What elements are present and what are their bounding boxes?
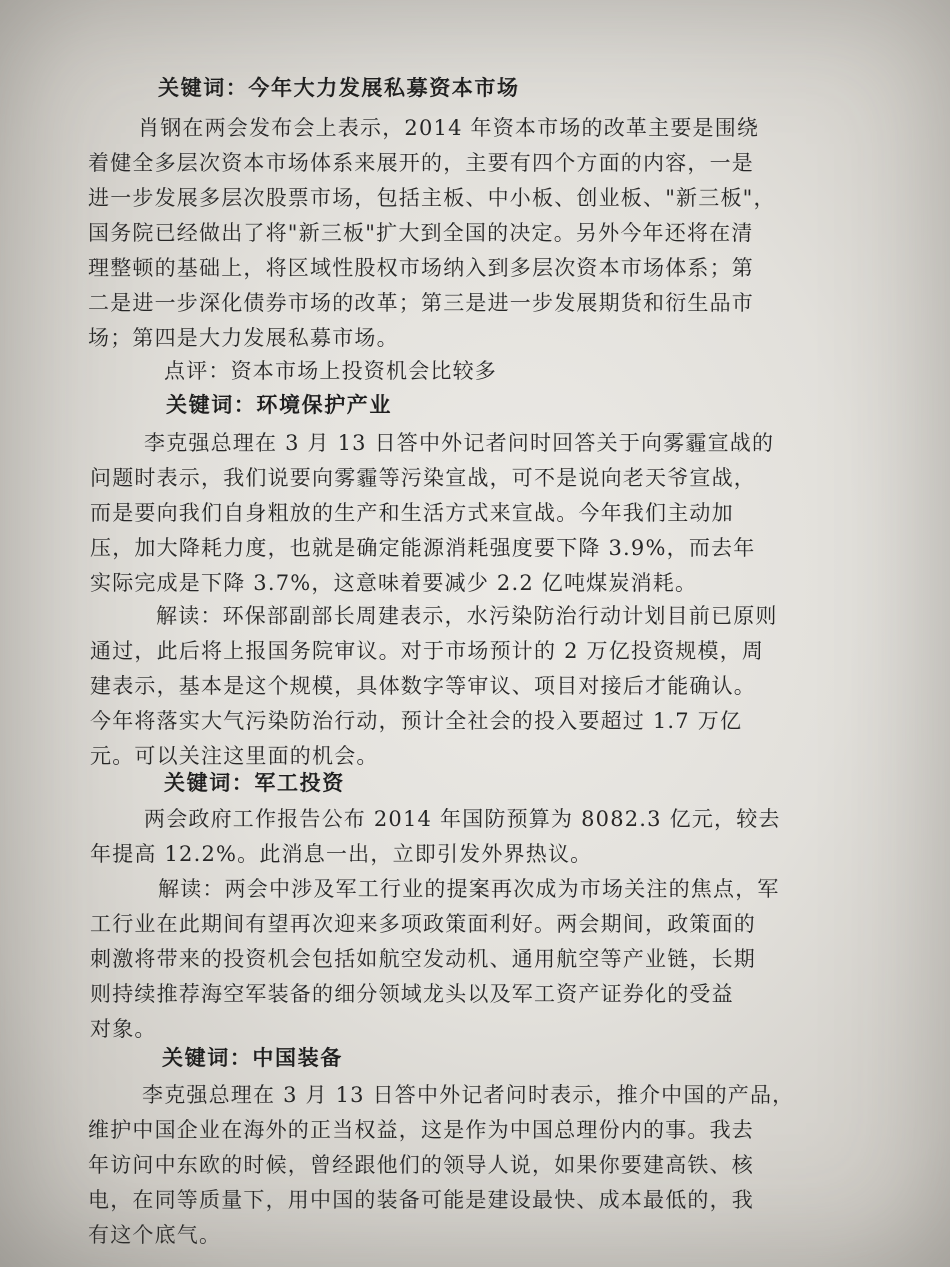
paragraph-line: 通过，此后将上报国务院审议。对于市场预计的 2 万亿投资规模，周 xyxy=(90,639,765,663)
paragraph-line: 压，加大降耗力度，也就是确定能源消耗强度要下降 3.9%，而去年 xyxy=(90,536,756,560)
paragraph-line: 元。可以关注这里面的机会。 xyxy=(90,744,379,768)
paragraph-line: 进一步发展多层次股票市场，包括主板、中小板、创业板、"新三板"， xyxy=(88,186,776,210)
paragraph-line: 实际完成是下降 3.7%，这意味着要减少 2.2 亿吨煤炭消耗。 xyxy=(90,571,698,595)
paragraph-line: 肖钢在两会发布会上表示，2014 年资本市场的改革主要是围绕 xyxy=(138,116,760,140)
paragraph-line: 场；第四是大力发展私募市场。 xyxy=(88,326,399,350)
paragraph-line: 问题时表示，我们说要向雾霾等污染宣战，可不是说向老天爷宣战， xyxy=(90,466,756,490)
paragraph-line: 维护中国企业在海外的正当权益，这是作为中国总理份内的事。我去 xyxy=(88,1118,754,1142)
paragraph-line: 对象。 xyxy=(90,1017,157,1041)
paragraph-line: 建表示，基本是这个规模，具体数字等审议、项目对接后才能确认。 xyxy=(90,674,756,698)
paragraph-line: 刺激将带来的投资机会包括如航空发动机、通用航空等产业链，长期 xyxy=(90,947,756,971)
paragraph-line: 理整顿的基础上，将区域性股权市场纳入到多层次资本市场体系；第 xyxy=(88,256,754,280)
paragraph-line: 而是要向我们自身粗放的生产和生活方式来宣战。今年我们主动加 xyxy=(90,501,734,525)
paragraph-line: 两会政府工作报告公布 2014 年国防预算为 8082.3 亿元，较去 xyxy=(144,807,781,831)
paragraph-line: 年访问中东欧的时候，曾经跟他们的领导人说，如果你要建高铁、核 xyxy=(88,1153,754,1177)
paragraph-line: 有这个底气。 xyxy=(88,1223,222,1247)
keyword-heading-private-equity: 关键词：今年大力发展私募资本市场 xyxy=(158,75,520,100)
paragraph-line: 李克强总理在 3 月 13 日答中外记者问时表示，推介中国的产品， xyxy=(142,1083,795,1107)
paragraph-line: 国务院已经做出了将"新三板"扩大到全国的决定。另外今年还将在清 xyxy=(88,221,754,245)
paragraph-line: 着健全多层次资本市场体系来展开的，主要有四个方面的内容，一是 xyxy=(88,151,754,175)
keyword-heading-environment: 关键词：环境保护产业 xyxy=(166,392,392,417)
paragraph-line: 解读：两会中涉及军工行业的提案再次成为市场关注的焦点，军 xyxy=(158,877,780,901)
paragraph-line: 二是进一步深化债券市场的改革；第三是进一步发展期货和衍生品市 xyxy=(88,291,754,315)
paragraph-line: 工行业在此期间有望再次迎来多项政策面利好。两会期间，政策面的 xyxy=(90,912,756,936)
paragraph-line: 电，在同等质量下，用中国的装备可能是建设最快、成本最低的，我 xyxy=(88,1188,754,1212)
comment-line: 点评：资本市场上投资机会比较多 xyxy=(164,359,497,383)
keyword-heading-equipment: 关键词：中国装备 xyxy=(162,1045,343,1070)
paragraph-line: 李克强总理在 3 月 13 日答中外记者问时回答关于向雾霾宣战的 xyxy=(144,431,775,455)
paragraph-line: 年提高 12.2%。此消息一出，立即引发外界热议。 xyxy=(90,842,593,866)
paragraph-line: 解读：环保部副部长周建表示，水污染防治行动计划目前已原则 xyxy=(156,604,778,628)
paragraph-line: 今年将落实大气污染防治行动，预计全社会的投入要超过 1.7 万亿 xyxy=(90,709,743,733)
keyword-heading-military: 关键词：军工投资 xyxy=(164,770,345,795)
paragraph-line: 则持续推荐海空军装备的细分领域龙头以及军工资产证券化的受益 xyxy=(90,982,734,1006)
